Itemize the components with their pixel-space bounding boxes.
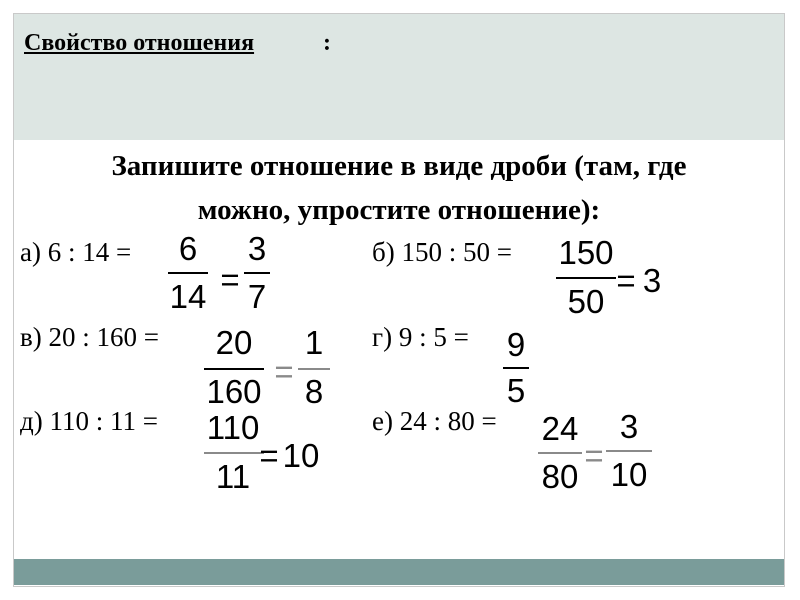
- task-b-equals: =: [616, 262, 636, 299]
- task-b-denominator: 50: [567, 283, 605, 320]
- task-b-fraction-bar: [556, 277, 616, 279]
- task-d-denominator: 11: [215, 458, 251, 495]
- instruction-text: [14, 144, 784, 232]
- slide-title: Свойство отношения: [24, 30, 255, 56]
- task-e-label: е) 24 : 80 =: [372, 406, 497, 436]
- task-v-denominator: 160: [206, 373, 262, 410]
- instruction-line-1: Запишите отношение в виде дроби (там, где: [111, 150, 687, 182]
- task-v-equals: =: [274, 353, 294, 390]
- task-e-fraction-bar: [538, 452, 582, 454]
- task-d-result: 10: [282, 437, 320, 474]
- task-v-numerator: 20: [215, 324, 253, 361]
- task-e-equals: =: [584, 437, 604, 474]
- footer-band: [14, 559, 784, 585]
- task-v-fraction-bar: [204, 368, 264, 370]
- task-a-equals: =: [220, 261, 240, 298]
- task-g-denominator: 5: [506, 372, 526, 409]
- task-d-label: д) 110 : 11 =: [20, 406, 158, 436]
- task-b-label: б) 150 : 50 =: [372, 237, 512, 267]
- task-v-label: в) 20 : 160 =: [20, 322, 159, 352]
- task-a-simplified-numerator: 3: [247, 230, 267, 267]
- task-a-simplified-denominator: 7: [247, 278, 267, 315]
- task-d-fraction-bar: [204, 452, 264, 454]
- task-a-denominator: 14: [169, 278, 207, 315]
- task-d-numerator: 110: [206, 409, 260, 446]
- task-e-numerator: 24: [541, 410, 579, 447]
- task-g-fraction-bar: [503, 367, 529, 369]
- task-g-numerator: 9: [506, 326, 526, 363]
- slide-title-colon: :: [323, 30, 331, 56]
- task-b-result: 3: [642, 262, 662, 299]
- task-b-numerator: 150: [558, 234, 614, 271]
- task-e-simplified-bar: [606, 450, 652, 452]
- task-a-label: а) 6 : 14 =: [20, 237, 132, 267]
- task-e-simplified-denominator: 10: [610, 456, 648, 493]
- task-e-simplified-numerator: 3: [619, 408, 639, 445]
- task-a-simplified-bar: [244, 272, 270, 274]
- task-v-simplified-denominator: 8: [304, 373, 324, 410]
- task-e-denominator: 80: [541, 458, 579, 495]
- task-d-equals: =: [259, 437, 279, 474]
- instruction-line-2: можно, упростите отношение):: [197, 194, 601, 226]
- task-v-simplified-bar: [298, 368, 330, 370]
- task-g-label: г) 9 : 5 =: [372, 322, 469, 352]
- task-v-simplified-numerator: 1: [304, 324, 324, 361]
- task-a-numerator: 6: [178, 230, 198, 267]
- task-a-fraction-bar: [168, 272, 208, 274]
